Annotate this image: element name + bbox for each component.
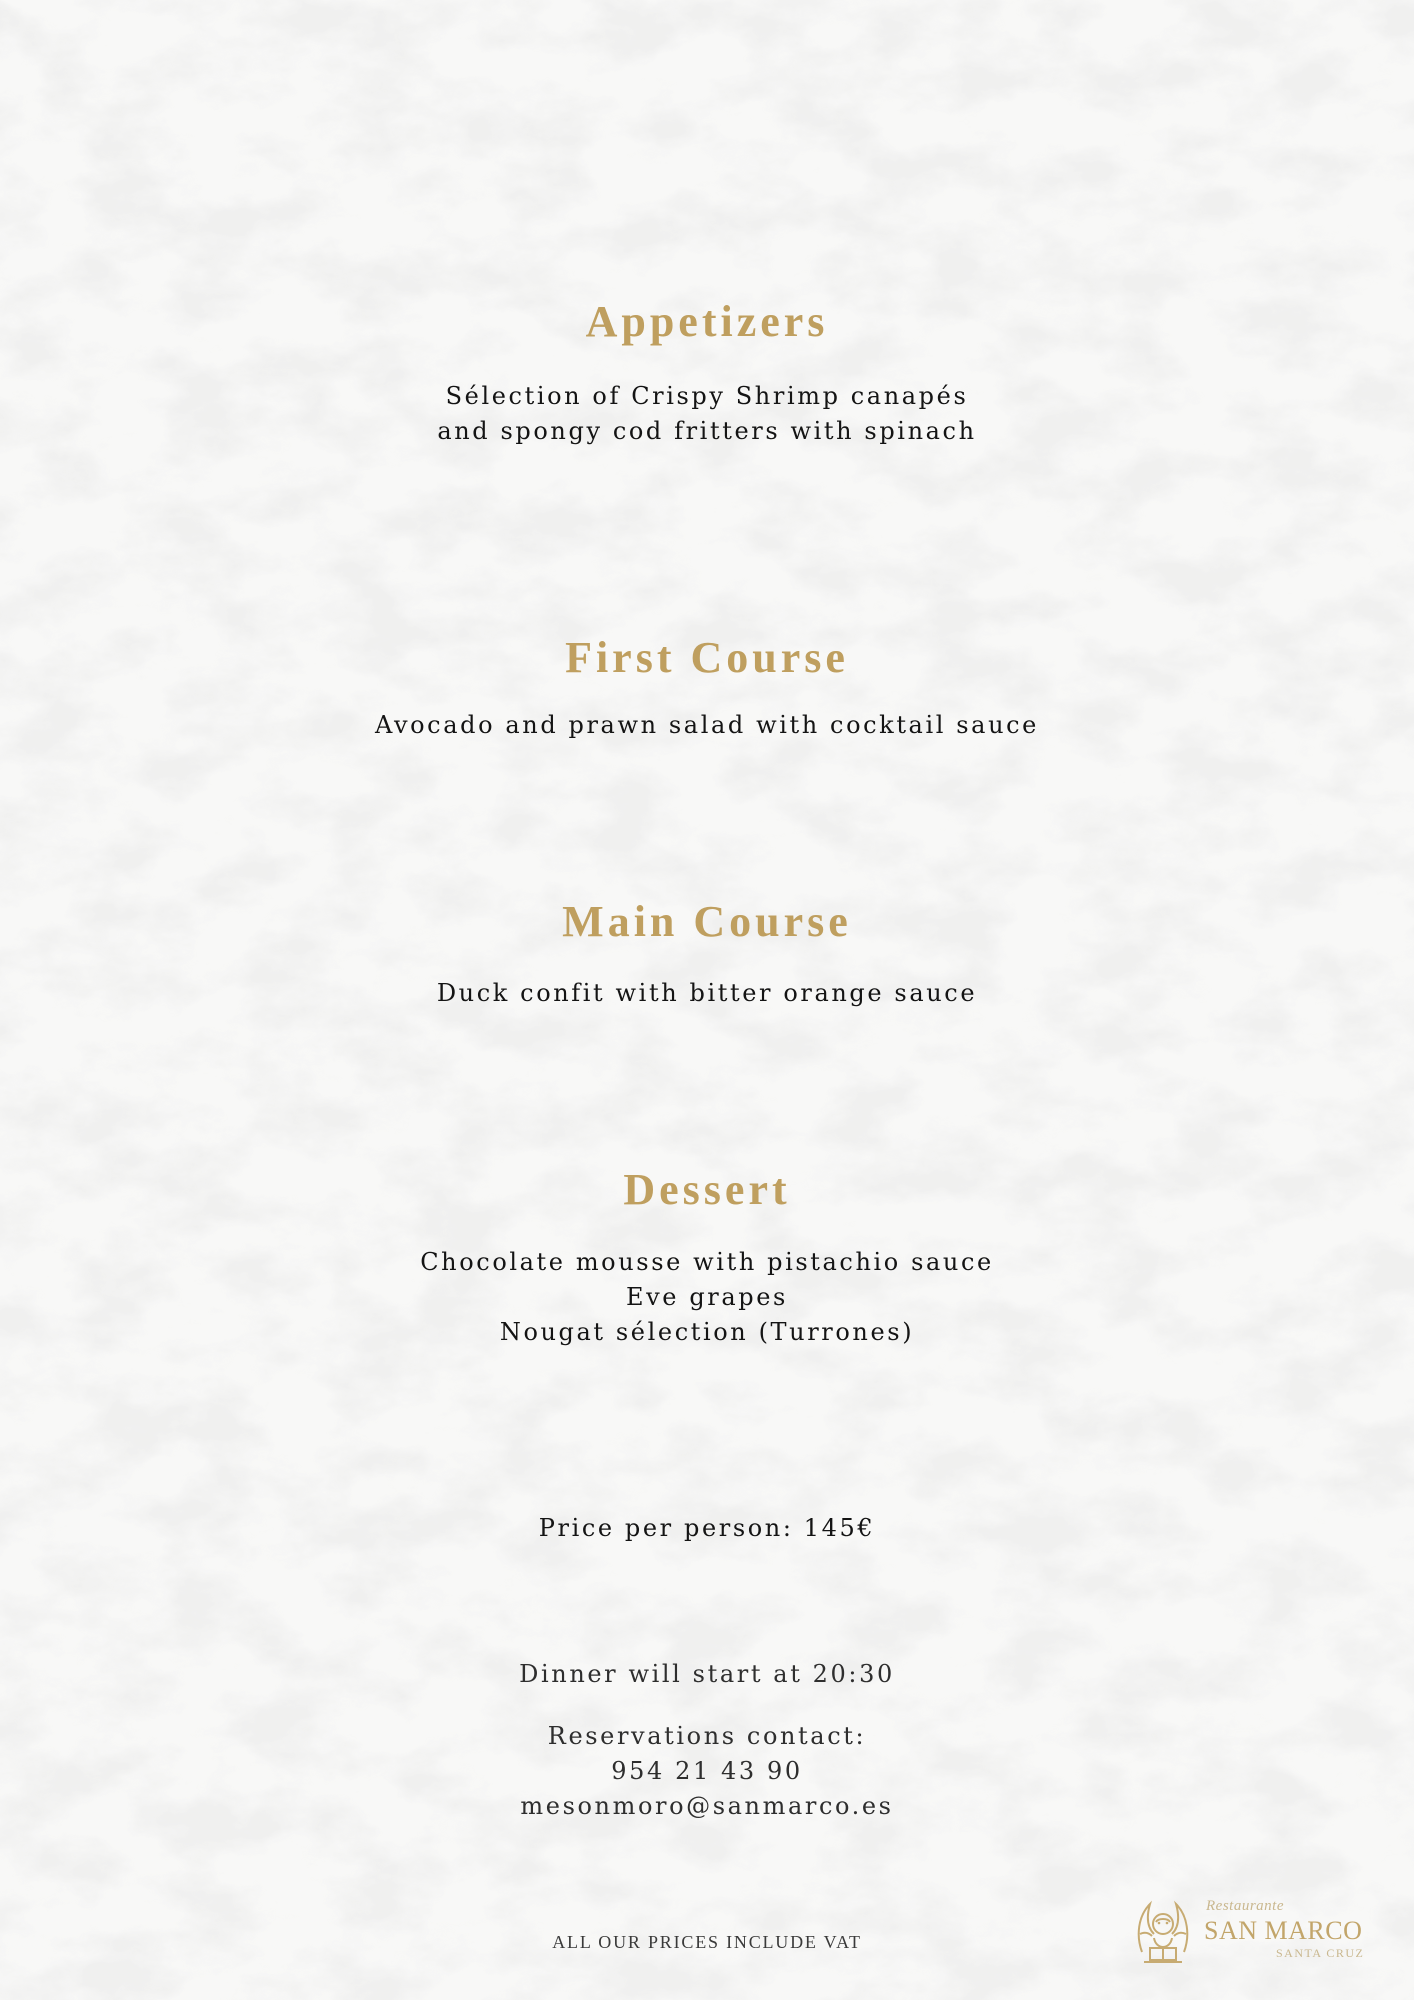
section-items-appetizers (0, 379, 1414, 449)
winged-lion-icon (1132, 1894, 1194, 1968)
section-title-appetizers: Appetizers (585, 297, 829, 346)
logo-script-text: Restaurante (1206, 1898, 1284, 1914)
section-title-dessert: Dessert (623, 1165, 791, 1214)
section-items-first-course (0, 708, 1414, 743)
vat-note: ALL OUR PRICES INCLUDE VAT (552, 1932, 862, 1952)
logo-name: SAN MARCO (1204, 1916, 1363, 1945)
menu-item: Eve grapes (626, 1283, 788, 1311)
reservations-phone[interactable]: 954 21 43 90 (611, 1757, 803, 1785)
menu-item: Avocado and prawn salad with cocktail sauce (375, 711, 1039, 739)
menu-item: Sélection of Crispy Shrimp canapés (445, 382, 969, 410)
menu-item: Chocolate mousse with pistachio sauce (420, 1248, 994, 1276)
logo-subtitle: SANTA CRUZ (1276, 1946, 1365, 1960)
reservations-email[interactable]: mesonmoro@sanmarco.es (520, 1792, 894, 1820)
menu-item: Nougat sélection (Turrones) (499, 1318, 915, 1346)
restaurant-logo (1132, 1894, 1372, 1968)
price-per-person: Price per person: 145€ (538, 1514, 876, 1542)
reservations-label: Reservations contact: (547, 1722, 867, 1750)
menu-item: Duck confit with bitter orange sauce (436, 979, 978, 1007)
dinner-start-time: Dinner will start at 20:30 (519, 1660, 895, 1688)
section-items-main-course (0, 976, 1414, 1011)
section-title-main-course: Main Course (562, 897, 852, 946)
section-items-dessert (0, 1245, 1414, 1350)
menu-item: and spongy cod fritters with spinach (437, 417, 977, 445)
section-title-first-course: First Course (565, 633, 849, 682)
